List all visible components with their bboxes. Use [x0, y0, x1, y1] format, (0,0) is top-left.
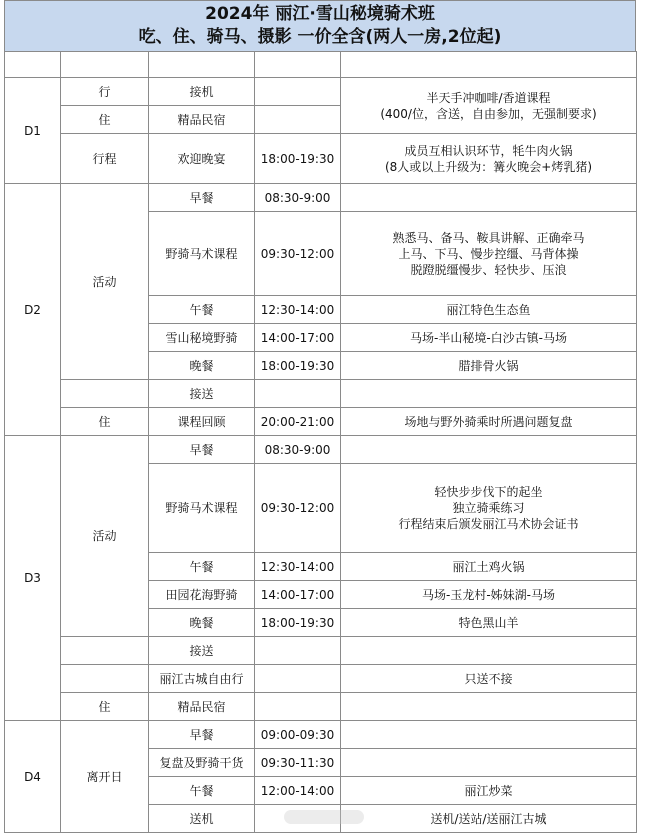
note-cell	[341, 436, 637, 464]
day-label-d2: D2	[5, 184, 61, 436]
day-label-d3: D3	[5, 436, 61, 721]
item-cell: 晚餐	[149, 352, 255, 380]
blank-cell	[341, 52, 637, 78]
note-cell: 马场-玉龙村-姊妹湖-马场	[341, 581, 637, 609]
item-cell: 精品民宿	[149, 693, 255, 721]
category-cell: 住	[61, 408, 149, 436]
time-cell	[255, 106, 341, 134]
page-subtitle: 吃、住、骑马、摄影 一价全含(两人一房,2位起)	[138, 27, 502, 47]
title-bar	[4, 0, 636, 51]
schedule-sheet	[4, 0, 636, 833]
item-cell: 送机	[149, 805, 255, 833]
time-cell: 12:30-14:00	[255, 296, 341, 324]
category-cell	[61, 637, 149, 665]
note-cell: 轻快步步伐下的起坐 独立骑乘练习 行程结束后颁发丽江马术协会证书	[341, 464, 637, 553]
time-cell: 09:00-09:30	[255, 721, 341, 749]
table-row	[5, 693, 637, 721]
item-cell: 接机	[149, 78, 255, 106]
note-cell: 只送不接	[341, 665, 637, 693]
time-cell: 18:00-19:30	[255, 134, 341, 184]
note-cell	[341, 693, 637, 721]
note-cell	[341, 637, 637, 665]
time-cell: 09:30-12:00	[255, 464, 341, 553]
category-cell	[61, 380, 149, 408]
category-cell	[61, 665, 149, 693]
category-cell: 住	[61, 693, 149, 721]
time-cell: 18:00-19:30	[255, 352, 341, 380]
note-cell: 腊排骨火锅	[341, 352, 637, 380]
time-cell: 14:00-17:00	[255, 581, 341, 609]
table-row	[5, 408, 637, 436]
day-label-d1: D1	[5, 78, 61, 184]
time-cell: 09:30-11:30	[255, 749, 341, 777]
time-cell: 12:00-14:00	[255, 777, 341, 805]
item-cell: 早餐	[149, 184, 255, 212]
item-cell: 接送	[149, 380, 255, 408]
table-row	[5, 134, 637, 184]
time-cell: 09:30-12:00	[255, 212, 341, 296]
item-cell: 雪山秘境野骑	[149, 324, 255, 352]
item-cell: 野骑马术课程	[149, 212, 255, 296]
table-row	[5, 436, 637, 464]
time-cell	[255, 665, 341, 693]
table-row	[5, 721, 637, 749]
blank-cell	[149, 52, 255, 78]
note-cell: 特色黑山羊	[341, 609, 637, 637]
blank-cell	[255, 52, 341, 78]
category-cell: 活动	[61, 436, 149, 637]
note-cell: 马场-半山秘境-白沙古镇-马场	[341, 324, 637, 352]
table-row	[5, 380, 637, 408]
category-cell: 行程	[61, 134, 149, 184]
note-cell: 送机/送站/送丽江古城	[341, 805, 637, 833]
category-cell: 活动	[61, 184, 149, 380]
note-cell: 场地与野外骑乘时所遇问题复盘	[341, 408, 637, 436]
time-cell	[255, 637, 341, 665]
item-cell: 午餐	[149, 553, 255, 581]
item-cell: 课程回顾	[149, 408, 255, 436]
itinerary-table	[4, 51, 637, 833]
item-cell: 欢迎晚宴	[149, 134, 255, 184]
item-cell: 午餐	[149, 777, 255, 805]
time-cell: 14:00-17:00	[255, 324, 341, 352]
note-cell: 丽江特色生态鱼	[341, 296, 637, 324]
time-cell	[255, 380, 341, 408]
item-cell: 午餐	[149, 296, 255, 324]
item-cell: 精品民宿	[149, 106, 255, 134]
note-cell: 丽江炒菜	[341, 777, 637, 805]
item-cell: 接送	[149, 637, 255, 665]
item-cell: 野骑马术课程	[149, 464, 255, 553]
table-row	[5, 78, 637, 106]
item-cell: 丽江古城自由行	[149, 665, 255, 693]
time-cell: 08:30-9:00	[255, 184, 341, 212]
table-row	[5, 184, 637, 212]
table-row	[5, 637, 637, 665]
note-cell	[341, 184, 637, 212]
time-cell: 08:30-9:00	[255, 436, 341, 464]
note-cell: 熟悉马、备马、鞍具讲解、正确牵马 上马、下马、慢步控缰、马背体操 脱蹬脱缰慢步、轻快步、压浪	[341, 212, 637, 296]
note-cell	[341, 749, 637, 777]
table-row	[5, 665, 637, 693]
day-label-d4: D4	[5, 721, 61, 833]
blank-cell	[61, 52, 149, 78]
item-cell: 田园花海野骑	[149, 581, 255, 609]
time-cell: 12:30-14:00	[255, 553, 341, 581]
note-cell: 丽江土鸡火锅	[341, 553, 637, 581]
category-cell: 行	[61, 78, 149, 106]
page-title: 2024年 丽江·雪山秘境骑术班	[205, 4, 435, 24]
time-cell: 20:00-21:00	[255, 408, 341, 436]
watermark	[284, 810, 364, 824]
note-cell	[341, 721, 637, 749]
time-cell	[255, 693, 341, 721]
item-cell: 早餐	[149, 721, 255, 749]
blank-cell	[5, 52, 61, 78]
note-cell: 半天手冲咖啡/香道课程 (400/位，含送，自由参加，无强制要求)	[341, 78, 637, 134]
item-cell: 复盘及野骑干货	[149, 749, 255, 777]
item-cell: 早餐	[149, 436, 255, 464]
time-cell: 18:00-19:30	[255, 609, 341, 637]
category-cell: 住	[61, 106, 149, 134]
blank-row	[5, 52, 637, 78]
category-cell: 离开日	[61, 721, 149, 833]
time-cell	[255, 78, 341, 106]
item-cell: 晚餐	[149, 609, 255, 637]
note-cell	[341, 380, 637, 408]
note-cell: 成员互相认识环节，牦牛肉火锅 (8人或以上升级为：篝火晚会+烤乳猪)	[341, 134, 637, 184]
